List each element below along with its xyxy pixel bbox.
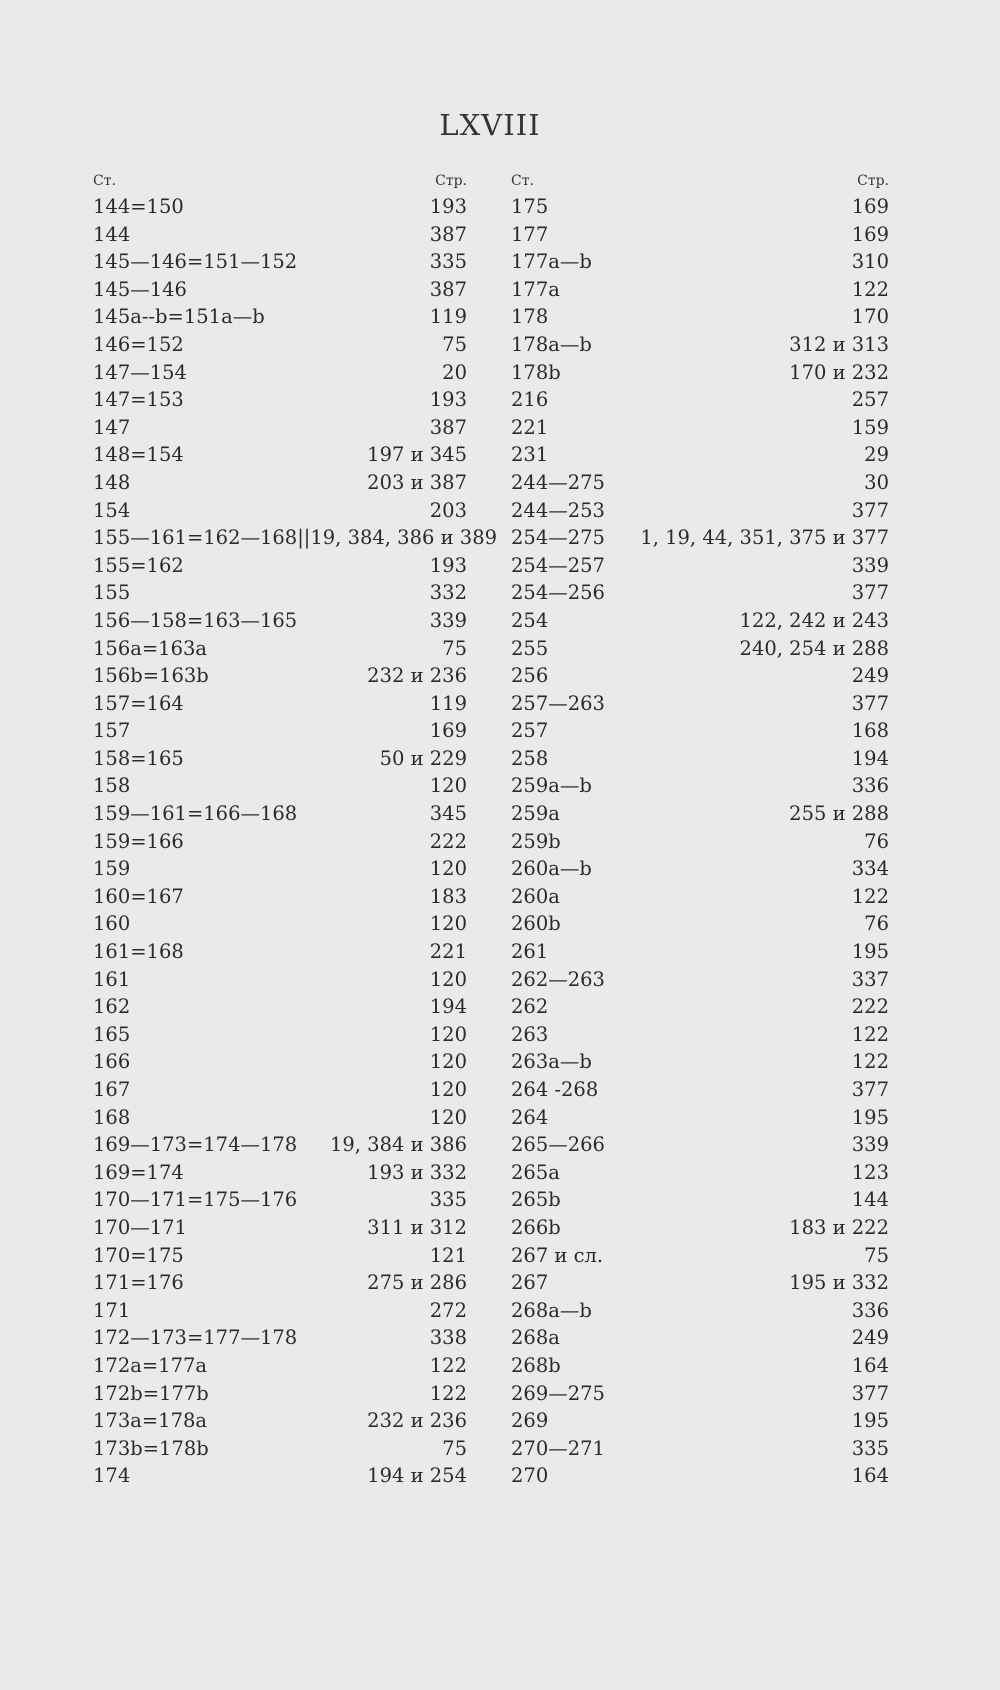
- index-row: [93, 221, 467, 249]
- index-row: [93, 1076, 467, 1104]
- article-ref: 254—275: [511, 526, 605, 550]
- page-ref: 169: [851, 222, 889, 246]
- index-rows: [511, 193, 889, 1490]
- page-ref: 119: [429, 691, 467, 715]
- page-ref: 195: [851, 1105, 889, 1129]
- index-row: [93, 910, 467, 938]
- page-ref: 159: [851, 415, 889, 439]
- article-ref: 266b: [511, 1215, 561, 1239]
- page-ref: 222: [851, 995, 889, 1019]
- article-ref: 267 и сл.: [511, 1243, 604, 1267]
- index-row: [511, 303, 889, 331]
- article-ref: 173b=178b: [93, 1436, 209, 1460]
- page-ref: 345: [429, 802, 467, 826]
- index-row: [511, 1324, 889, 1352]
- article-ref: 156a=163a: [93, 636, 208, 660]
- page-ref: 249: [851, 1326, 889, 1350]
- index-row: [93, 662, 467, 690]
- page-ref: 195 и 332: [789, 1271, 889, 1295]
- page-ref: 221: [429, 940, 467, 964]
- article-ref: 256: [511, 664, 549, 688]
- article-ref: 216: [511, 388, 549, 412]
- page-ref: 339: [429, 608, 467, 632]
- index-row: [511, 1269, 889, 1297]
- article-ref: 170—171: [93, 1215, 187, 1239]
- article-ref: 144=150: [93, 195, 184, 218]
- page-ref: 20: [442, 360, 467, 384]
- index-row: [511, 635, 889, 663]
- page-ref: 183 и 222: [789, 1215, 889, 1239]
- article-ref: 259b: [511, 829, 561, 853]
- article-ref: 167: [93, 1078, 131, 1101]
- article-ref: 162: [93, 995, 131, 1019]
- index-column-right: [511, 173, 889, 1490]
- article-ref: 261: [511, 940, 549, 964]
- page-ref: 1, 19, 44, 351, 375 и 377: [640, 526, 889, 550]
- index-row: [93, 855, 467, 883]
- page-ref: 332: [429, 581, 467, 605]
- index-row: [93, 1131, 467, 1159]
- article-ref: 168: [93, 1105, 131, 1129]
- index-row: [93, 1407, 467, 1435]
- article-ref: 264 -268: [511, 1078, 599, 1101]
- page-ref: 377: [851, 1078, 889, 1101]
- page-ref: 169: [851, 195, 889, 218]
- article-ref: 159: [93, 857, 131, 881]
- page-ref: 170 и 232: [789, 360, 889, 384]
- index-row: [511, 221, 889, 249]
- index-row: [93, 717, 467, 745]
- page-ref: 122: [851, 1022, 889, 1046]
- article-ref: 254: [511, 608, 549, 632]
- index-row: [511, 1297, 889, 1325]
- page-ref: 193: [429, 388, 467, 412]
- index-row: [93, 524, 498, 552]
- index-row: [93, 248, 467, 276]
- page-ref: 120: [429, 1050, 467, 1074]
- article-ref: 260a: [511, 884, 560, 908]
- article-ref: 260a—b: [511, 857, 592, 881]
- page-ref: 122: [429, 1353, 467, 1377]
- article-ref: 145—146=151—152: [93, 250, 298, 274]
- article-ref: 154: [93, 498, 131, 522]
- article-ref: 178b: [511, 360, 561, 384]
- index-row: [93, 1352, 467, 1380]
- page-ref: 377: [851, 1381, 889, 1405]
- page-ref: 76: [864, 829, 889, 853]
- page-ref: 387: [429, 277, 467, 301]
- index-row: [511, 717, 889, 745]
- page-ref: 232 и 236: [367, 1409, 467, 1433]
- index-row: [511, 607, 889, 635]
- page-ref: 120: [429, 967, 467, 991]
- index-row: [511, 469, 889, 497]
- index-row: [93, 331, 467, 359]
- index-row: [511, 828, 889, 856]
- index-row: [511, 276, 889, 304]
- page-ref: 123: [851, 1160, 889, 1184]
- article-ref: 270—271: [511, 1436, 605, 1460]
- index-row: [93, 276, 467, 304]
- article-ref: 158=165: [93, 746, 184, 770]
- index-row: [93, 938, 467, 966]
- index-row: [93, 579, 467, 607]
- index-row: [93, 1324, 467, 1352]
- article-ref: 244—275: [511, 470, 605, 494]
- article-ref: 263a—b: [511, 1050, 592, 1074]
- page-ref: 76: [864, 912, 889, 936]
- page-ref: 194: [429, 995, 467, 1019]
- index-row: [511, 1352, 889, 1380]
- column-header: [511, 173, 889, 193]
- header-article: Ст.: [93, 173, 116, 189]
- page-ref: 312 и 313: [789, 332, 889, 356]
- index-row: [93, 800, 467, 828]
- index-row: [93, 1214, 467, 1242]
- header-article: Ст.: [511, 173, 534, 189]
- page-ref: 75: [442, 1436, 467, 1460]
- article-ref: 260b: [511, 912, 561, 936]
- article-ref: 177: [511, 222, 549, 246]
- index-row: [93, 1435, 467, 1463]
- article-ref: 265a: [511, 1160, 560, 1184]
- index-row: [511, 386, 889, 414]
- column-header: [93, 173, 467, 193]
- page-ref: 195: [851, 1409, 889, 1433]
- article-ref: 269—275: [511, 1381, 605, 1405]
- page-ref: 183: [429, 884, 467, 908]
- article-ref: 173a=178a: [93, 1409, 208, 1433]
- article-ref: 262: [511, 995, 549, 1019]
- article-ref: 169—173=174—178: [93, 1133, 298, 1157]
- index-row: [93, 469, 467, 497]
- index-row: [93, 966, 467, 994]
- page-ref: 169: [429, 719, 467, 743]
- page-ref: 75: [442, 332, 467, 356]
- index-row: [511, 193, 889, 221]
- page-ref: 249: [851, 664, 889, 688]
- index-row: [93, 414, 467, 442]
- article-ref: 159—161=166—168: [93, 802, 298, 826]
- page-ref: 339: [851, 1133, 889, 1157]
- page-ref: 222: [429, 829, 467, 853]
- page-ref: 122, 242 и 243: [739, 608, 889, 632]
- article-ref: 145a--b=151a—b: [93, 305, 265, 329]
- article-ref: 165: [93, 1022, 131, 1046]
- article-ref: 265b: [511, 1188, 561, 1212]
- page-ref: 197 и 345: [367, 443, 467, 467]
- index-row: [93, 745, 467, 773]
- page-ref: 29: [864, 443, 889, 467]
- index-row: [511, 524, 889, 552]
- page-ref: 336: [851, 1298, 889, 1322]
- index-row: [93, 1297, 467, 1325]
- page-ref: 193 и 332: [367, 1160, 467, 1184]
- index-row: [93, 441, 467, 469]
- page-ref: 240, 254 и 288: [739, 636, 889, 660]
- header-page: Стр.: [857, 173, 889, 189]
- index-row: [511, 248, 889, 276]
- page-ref: 275 и 286: [367, 1271, 467, 1295]
- article-ref: 178: [511, 305, 549, 329]
- index-row: [511, 690, 889, 718]
- index-row: [93, 193, 467, 221]
- index-row: [511, 1242, 889, 1270]
- page-ref: 232 и 236: [367, 664, 467, 688]
- page-ref: 335: [429, 1188, 467, 1212]
- article-ref: 177a—b: [511, 250, 592, 274]
- article-ref: 262—263: [511, 967, 605, 991]
- article-ref: 160=167: [93, 884, 184, 908]
- index-row: [93, 1159, 467, 1187]
- article-ref: 155: [93, 581, 131, 605]
- page-ref: 336: [851, 774, 889, 798]
- page-ref: 195: [851, 940, 889, 964]
- index-row: [93, 635, 467, 663]
- index-row: [511, 414, 889, 442]
- index-row: [93, 772, 467, 800]
- article-ref: 147=153: [93, 388, 184, 412]
- article-ref: 158: [93, 774, 131, 798]
- index-row: [511, 938, 889, 966]
- article-ref: 155=162: [93, 553, 184, 577]
- article-ref: 159=166: [93, 829, 184, 853]
- article-ref: 160: [93, 912, 131, 936]
- index-row: [93, 497, 467, 525]
- page-ref: 164: [851, 1353, 889, 1377]
- index-row: [511, 1214, 889, 1242]
- index-row: [511, 883, 889, 911]
- index-row: [511, 1021, 889, 1049]
- page-ref: 255 и 288: [789, 802, 889, 826]
- article-ref: 257: [511, 719, 549, 743]
- page-ref: 122: [851, 884, 889, 908]
- index-row: [93, 1186, 467, 1214]
- page-ref: 377: [851, 498, 889, 522]
- index-row: [511, 1048, 889, 1076]
- page-ref: 193: [429, 553, 467, 577]
- page-ref: 75: [442, 636, 467, 660]
- index-row: [93, 552, 467, 580]
- index-row: [93, 1269, 467, 1297]
- index-row: [511, 855, 889, 883]
- page-ref: 311 и 312: [367, 1215, 467, 1239]
- page-ref: 121: [429, 1243, 467, 1267]
- page-ref: 122: [851, 277, 889, 301]
- page-ref: 203 и 387: [367, 470, 467, 494]
- page-ref: 377: [851, 691, 889, 715]
- index-row: [511, 1462, 889, 1490]
- page-ref: 30: [864, 470, 889, 494]
- article-ref: 255: [511, 636, 549, 660]
- index-row: [511, 993, 889, 1021]
- index-row: [511, 359, 889, 387]
- article-ref: 144: [93, 222, 131, 246]
- article-ref: 172b=177b: [93, 1381, 209, 1405]
- index-row: [511, 800, 889, 828]
- index-row: [93, 1048, 467, 1076]
- article-ref: 157: [93, 719, 131, 743]
- page-ref: 377: [851, 581, 889, 605]
- page-ref: 122: [851, 1050, 889, 1074]
- page-ref: 272: [429, 1298, 467, 1322]
- index-row: [511, 1435, 889, 1463]
- article-ref: 171=176: [93, 1271, 184, 1295]
- index-row: [511, 910, 889, 938]
- page-ref: 120: [429, 1105, 467, 1129]
- article-ref: 172—173=177—178: [93, 1326, 298, 1350]
- index-row: [511, 1380, 889, 1408]
- index-row: [93, 607, 467, 635]
- index-row: [93, 993, 467, 1021]
- page-ref: 119: [429, 305, 467, 329]
- page-ref: 122: [429, 1381, 467, 1405]
- article-ref: 270: [511, 1464, 549, 1488]
- page-ref: 75: [864, 1243, 889, 1267]
- article-ref: 177a: [511, 277, 560, 301]
- article-ref: 155—161=162—168||19, 384, 386 и 389: [93, 526, 498, 550]
- article-ref: 148: [93, 470, 131, 494]
- article-ref: 156b=163b: [93, 664, 209, 688]
- index-row: [511, 1407, 889, 1435]
- article-ref: 265—266: [511, 1133, 605, 1157]
- article-ref: 254—257: [511, 553, 605, 577]
- article-ref: 172a=177a: [93, 1353, 208, 1377]
- page-ref: 50 и 229: [379, 746, 467, 770]
- index-row: [511, 441, 889, 469]
- index-row: [511, 1076, 889, 1104]
- article-ref: 166: [93, 1050, 131, 1074]
- page-ref: 168: [851, 719, 889, 743]
- page-ref: 164: [851, 1464, 889, 1488]
- article-ref: 268b: [511, 1353, 561, 1377]
- article-ref: 254—256: [511, 581, 605, 605]
- page-ref: 120: [429, 1022, 467, 1046]
- page-ref: 120: [429, 912, 467, 936]
- page-ref: 339: [851, 553, 889, 577]
- index-column-left: [93, 173, 498, 1490]
- index-row: [93, 359, 467, 387]
- article-ref: 259a—b: [511, 774, 592, 798]
- article-ref: 244—253: [511, 498, 605, 522]
- article-ref: 174: [93, 1464, 131, 1488]
- article-ref: 170=175: [93, 1243, 184, 1267]
- article-ref: 169=174: [93, 1160, 184, 1184]
- page-ref: 19, 384 и 386: [329, 1133, 467, 1157]
- article-ref: 178a—b: [511, 332, 592, 356]
- page-number: LXVIII: [439, 108, 541, 142]
- page-ref: 170: [851, 305, 889, 329]
- article-ref: 146=152: [93, 332, 184, 356]
- index-row: [511, 497, 889, 525]
- index-row: [511, 772, 889, 800]
- index-row: [511, 662, 889, 690]
- article-ref: 258: [511, 746, 549, 770]
- article-ref: 268a—b: [511, 1298, 592, 1322]
- article-ref: 175: [511, 195, 549, 218]
- page-ref: 194: [851, 746, 889, 770]
- index-row: [511, 745, 889, 773]
- index-row: [93, 1021, 467, 1049]
- article-ref: 231: [511, 443, 549, 467]
- page-ref: 120: [429, 857, 467, 881]
- index-row: [93, 883, 467, 911]
- index-row: [93, 386, 467, 414]
- page-ref: 144: [851, 1188, 889, 1212]
- index-row: [511, 1104, 889, 1132]
- article-ref: 147—154: [93, 360, 187, 384]
- index-row: [93, 1462, 467, 1490]
- article-ref: 264: [511, 1105, 549, 1129]
- page-ref: 310: [851, 250, 889, 274]
- page-ref: 387: [429, 415, 467, 439]
- index-row: [511, 552, 889, 580]
- page-ref: 337: [851, 967, 889, 991]
- article-ref: 147: [93, 415, 131, 439]
- index-row: [511, 1186, 889, 1214]
- index-row: [511, 1131, 889, 1159]
- header-page: Стр.: [435, 173, 467, 189]
- index-row: [93, 303, 467, 331]
- article-ref: 145—146: [93, 277, 187, 301]
- page-ref: 334: [851, 857, 889, 881]
- article-ref: 263: [511, 1022, 549, 1046]
- article-ref: 269: [511, 1409, 549, 1433]
- page-ref: 193: [429, 195, 467, 218]
- page-ref: 338: [429, 1326, 467, 1350]
- index-row: [511, 579, 889, 607]
- index-row: [93, 690, 467, 718]
- article-ref: 221: [511, 415, 549, 439]
- index-row: [511, 966, 889, 994]
- article-ref: 259a: [511, 802, 560, 826]
- index-row: [511, 331, 889, 359]
- page-ref: 194 и 254: [367, 1464, 467, 1488]
- page-ref: 335: [851, 1436, 889, 1460]
- article-ref: 268a: [511, 1326, 560, 1350]
- article-ref: 171: [93, 1298, 131, 1322]
- page-ref: 387: [429, 222, 467, 246]
- index-row: [93, 1104, 467, 1132]
- article-ref: 157=164: [93, 691, 184, 715]
- page-ref: 120: [429, 774, 467, 798]
- index-row: [93, 828, 467, 856]
- page-ref: 335: [429, 250, 467, 274]
- index-rows: [93, 193, 498, 1490]
- page-ref: 120: [429, 1078, 467, 1101]
- article-ref: 148=154: [93, 443, 184, 467]
- article-ref: 267: [511, 1271, 549, 1295]
- index-row: [93, 1242, 467, 1270]
- page-ref: 203: [429, 498, 467, 522]
- article-ref: 161=168: [93, 940, 184, 964]
- index-row: [93, 1380, 467, 1408]
- article-ref: 156—158=163—165: [93, 608, 298, 632]
- page-ref: 257: [851, 388, 889, 412]
- article-ref: 161: [93, 967, 131, 991]
- index-row: [511, 1159, 889, 1187]
- article-ref: 170—171=175—176: [93, 1188, 298, 1212]
- article-ref: 257—263: [511, 691, 605, 715]
